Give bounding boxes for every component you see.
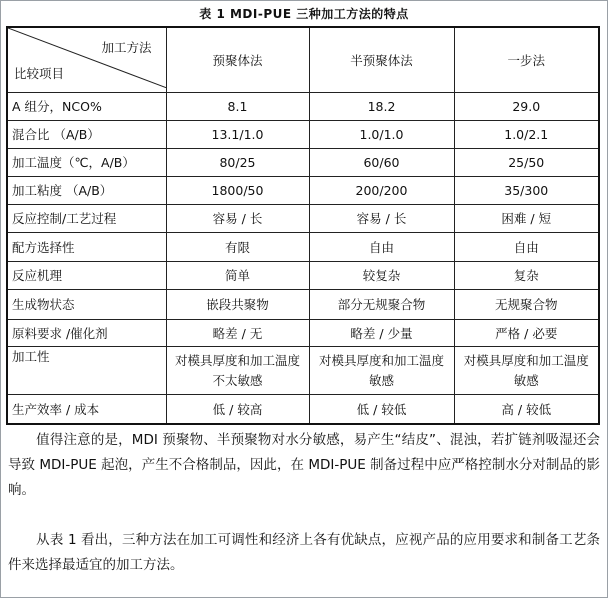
row-label: 反应机理 [7,261,166,290]
table-cell: 80/25 [166,148,309,177]
table-cell: 困难 / 短 [454,204,599,233]
row-label: 加工性 [7,347,166,395]
table-row [7,204,599,233]
table-cell: 对模具厚度和加工温度不太敏感 [166,347,309,395]
table-row [7,290,599,320]
table-row [7,177,599,204]
paragraph-text: 值得注意的是，MDI 预聚物、半预聚物对水分敏感，易产生“结皮”、混浊，若扩链剂吸湿还会导致 MDI-PUE 起泡，产生不合格制品，因此，在 MDI-PUE 制备过程中应严格控制水分对制品的影响。 [8,432,600,498]
row-label: 生成物状态 [7,290,166,320]
row-label: 加工粘度 （A/B） [7,177,166,204]
table-row [7,347,599,395]
table-row [7,233,599,262]
table-cell: 较复杂 [309,261,454,290]
table-row [7,261,599,290]
row-label: 原料要求 /催化剂 [7,319,166,346]
table-cell: 29.0 [454,92,599,121]
row-label: 生产效率 / 成本 [7,394,166,424]
table-cell: 1800/50 [166,177,309,204]
table-cell: 自由 [309,233,454,262]
table-cell: 容易 / 长 [166,204,309,233]
table-cell: 自由 [454,233,599,262]
table-cell: 25/50 [454,148,599,177]
row-label: A 组分，NCO% [7,92,166,121]
table-cell: 60/60 [309,148,454,177]
column-header: 预聚体法 [166,27,309,92]
comparison-table [6,26,600,425]
table-cell: 200/200 [309,177,454,204]
table-cell: 无规聚合物 [454,290,599,320]
table-cell: 1.0/2.1 [454,121,599,148]
header-item-label: 比较项目 [14,65,65,81]
row-label: 加工温度（℃，A/B） [7,148,166,177]
table-row [7,394,599,424]
table-cell: 嵌段共聚物 [166,290,309,320]
table-caption: 表 1 MDI-PUE 三种加工方法的特点 [199,7,409,21]
table-cell: 略差 / 少量 [309,319,454,346]
table-cell: 对模具厚度和加工温度敏感 [309,347,454,395]
paragraph-water-sensitivity [8,428,600,503]
table-row [7,121,599,148]
row-label: 反应控制/工艺过程 [7,204,166,233]
table-cell: 简单 [166,261,309,290]
table-cell: 复杂 [454,261,599,290]
table-cell: 35/300 [454,177,599,204]
table-cell: 低 / 较高 [166,394,309,424]
row-label: 混合比 （A/B） [7,121,166,148]
column-header: 半预聚体法 [309,27,454,92]
table-cell: 低 / 较低 [309,394,454,424]
table-cell: 对模具厚度和加工温度敏感 [454,347,599,395]
table-cell: 8.1 [166,92,309,121]
paragraph-text: 从表 1 看出，三种方法在加工可调性和经济上各有优缺点，应视产品的应用要求和制备工艺条件来选择最适宜的加工方法。 [8,532,600,573]
diagonal-header-cell [7,27,166,92]
table-cell: 高 / 较低 [454,394,599,424]
column-header: 一步法 [454,27,599,92]
table-header-row [7,27,599,92]
paragraph-conclusion [8,528,600,578]
table-body [7,92,599,424]
table-cell: 有限 [166,233,309,262]
table-cell: 略差 / 无 [166,319,309,346]
table-cell: 18.2 [309,92,454,121]
table-cell: 严格 / 必要 [454,319,599,346]
table-cell: 部分无规聚合物 [309,290,454,320]
table-cell: 13.1/1.0 [166,121,309,148]
table-row [7,92,599,121]
header-method-label: 加工方法 [101,40,152,55]
table-cell: 1.0/1.0 [309,121,454,148]
row-label: 配方选择性 [7,233,166,262]
table-row [7,148,599,177]
table-row [7,319,599,346]
table-cell: 容易 / 长 [309,204,454,233]
